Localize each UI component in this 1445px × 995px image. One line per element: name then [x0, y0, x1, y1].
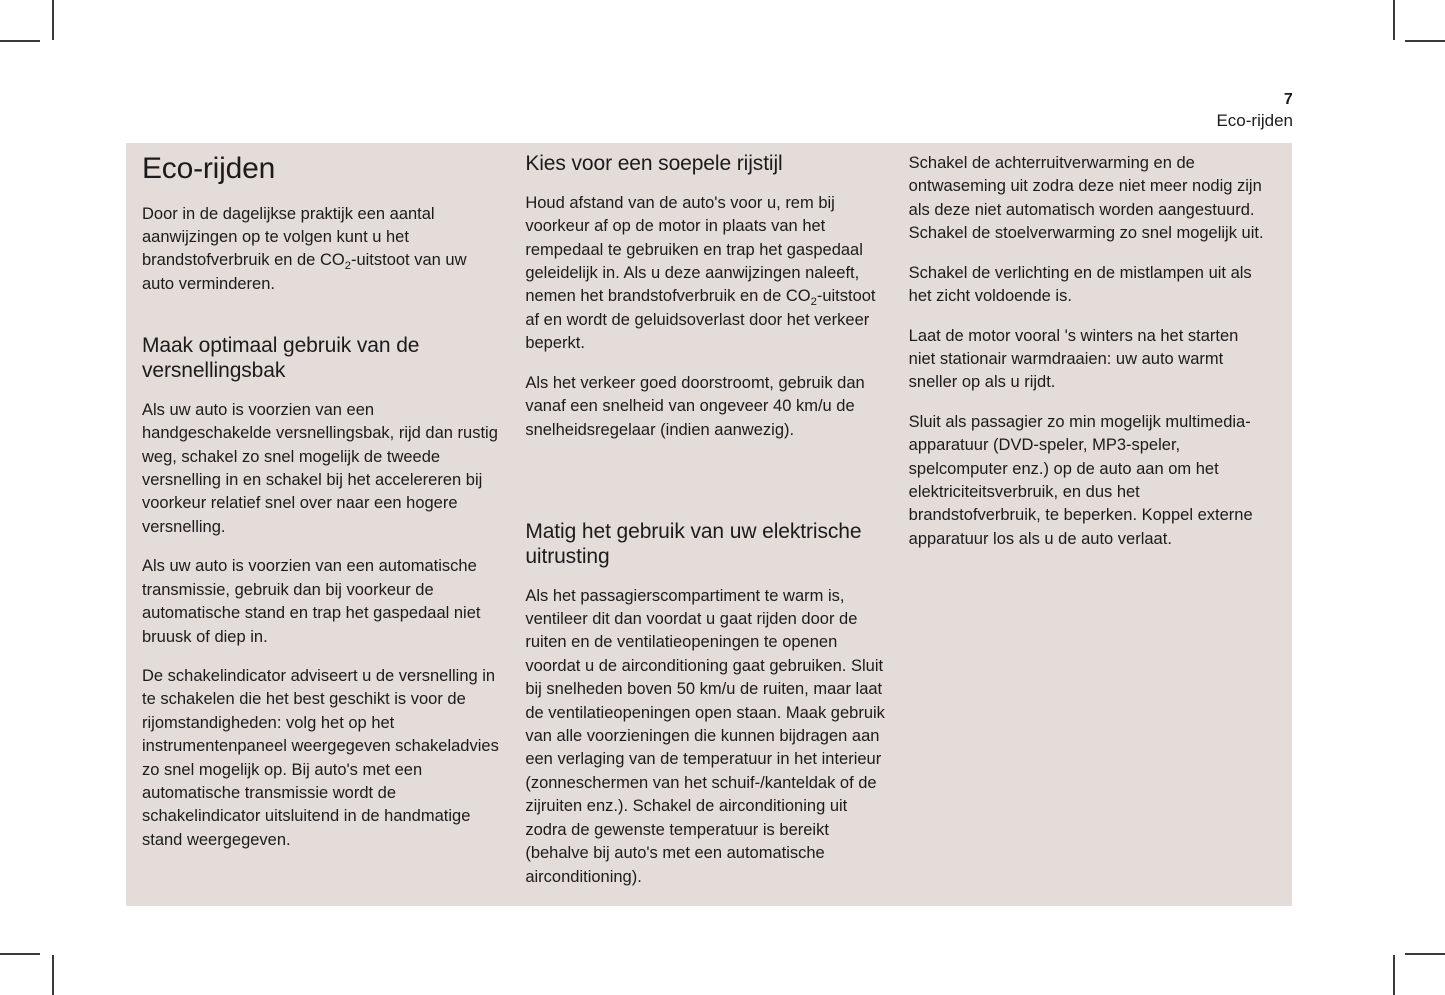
paragraph-text-before: Houd afstand van de auto's voor u, rem bij voorkeur af op de motor in plaats van het rempedaal te gebruiken en trap het gaspedaal geleidelijk in. Als u deze aanwijzingen naleeft, nemen het brandstofverbruik en de CO	[525, 193, 863, 306]
crop-mark-bottom-left-vertical	[52, 955, 54, 995]
text-column-2	[525, 152, 908, 889]
paragraph-shift-indicator: De schakelindicator adviseert u de versnelling in te schakelen die het best geschikt is voor de rijomstandigheden: volg het op het instrumentenpaneel weergegeven schakeladvies zo snel mogelijk op. Bij auto's met een automatische transmissie wordt de schakelindicator uitsluitend in de handmatige stand weergegeven.	[142, 666, 499, 849]
paragraph-automatic-transmission: Als uw auto is voorzien van een automatische transmissie, gebruik dan bij voorkeur de automatische stand en trap het gaspedaal niet bruusk of diep in.	[142, 557, 481, 646]
paragraph-keep-distance	[525, 192, 885, 356]
chapter-title: Eco-rijden	[1216, 111, 1293, 130]
section-heading-gearbox: Maak optimaal gebruik van de versnellingsbak	[142, 334, 420, 382]
section-spacer	[525, 458, 885, 520]
paragraph-cruise-control: Als het verkeer goed doorstroomt, gebruik dan vanaf een snelheid van ongeveer 40 km/u de snelheidsregelaar (indien aanwezig).	[525, 373, 865, 439]
running-head	[1216, 90, 1293, 131]
crop-mark-top-left-vertical	[52, 0, 54, 40]
paragraph-text-after: -uitstoot af en wordt de geluidsoverlast door het verkeer beperkt.	[525, 287, 876, 353]
page-title: Eco-rijden	[142, 152, 276, 185]
intro-paragraph	[142, 203, 502, 297]
text-column-3	[909, 152, 1292, 889]
paragraph-manual-gearbox: Als uw auto is voorzien van een handgeschakelde versnellingsbak, rijd dan rustig weg, schakel zo snel mogelijk de tweede versnelling in en schakel bij het accelereren bij voorkeur relatief snel over naar een hogere versnelling.	[142, 400, 498, 536]
crop-mark-top-right-vertical	[1393, 0, 1395, 40]
paragraph-text-before: Door in de dagelijkse praktijk een aantal aanwijzingen op te volgen kunt u het brandstofverbruik en de CO	[142, 204, 435, 270]
text-column-1	[142, 152, 525, 889]
crop-mark-bottom-right-vertical	[1393, 955, 1395, 995]
paragraph-rear-window-heating: Schakel de achterruitverwarming en de ontwaseming uit zodra deze niet meer nodig zijn als deze niet automatisch worden aangestuurd. Schakel de stoelverwarming zo snel mogelijk uit.	[908, 154, 1264, 243]
crop-mark-top-left-horizontal	[0, 40, 40, 42]
crop-mark-bottom-left-horizontal	[0, 953, 40, 955]
paragraph-text-after: -uitstoot van uw auto verminderen.	[142, 251, 467, 293]
crop-mark-bottom-right-horizontal	[1405, 953, 1445, 955]
paragraph-lights-fog-lamps: Schakel de verlichting en de mistlampen uit als het zicht voldoende is.	[908, 263, 1252, 306]
page-number: 7	[1283, 91, 1293, 108]
co2-subscript: 2	[810, 295, 817, 308]
paragraph-multimedia-devices: Sluit als passagier zo min mogelijk multimedia-apparatuur (DVD-speler, MP3-speler, spelcomputer enz.) op de auto aan om het elektriciteitsverbruik, en dus het brandstofverbruik, te beperken. Koppel externe apparatuur los als u de auto verlaat.	[908, 412, 1253, 548]
paragraph-air-conditioning: Als het passagierscompartiment te warm is, ventileer dit dan voordat u gaat rijden door de ruiten en de ventilatieopeningen te openen voordat u de airconditioning gaat gebruiken. Sluit bij snelheden boven 50 km/u de ruiten, maar laat de ventilatieopeningen open staan. Maak gebruik van alle voorzieningen die kunnen bijdragen aan een verlaging van de temperatuur in het interieur (zonneschermen van het schuif-/kanteldak of de zijruiten enz.). Schakel de airconditioning uit zodra de gewenste temperatuur is bereikt (behalve bij auto's met een automatische airconditioning).	[525, 586, 885, 886]
section-heading-electrical-equipment: Matig het gebruik van uw elektrische uitrusting	[525, 519, 862, 568]
section-heading-driving-style: Kies voor een soepele rijstijl	[525, 152, 783, 175]
paragraph-engine-warmup: Laat de motor vooral 's winters na het starten niet stationair warmdraaien: uw auto warmt sneller op als u rijdt.	[908, 326, 1239, 392]
column-container	[142, 152, 1292, 889]
section-spacer	[142, 312, 502, 334]
content-panel	[126, 143, 1292, 906]
crop-mark-top-right-horizontal	[1405, 40, 1445, 42]
co2-subscript: 2	[344, 259, 351, 272]
